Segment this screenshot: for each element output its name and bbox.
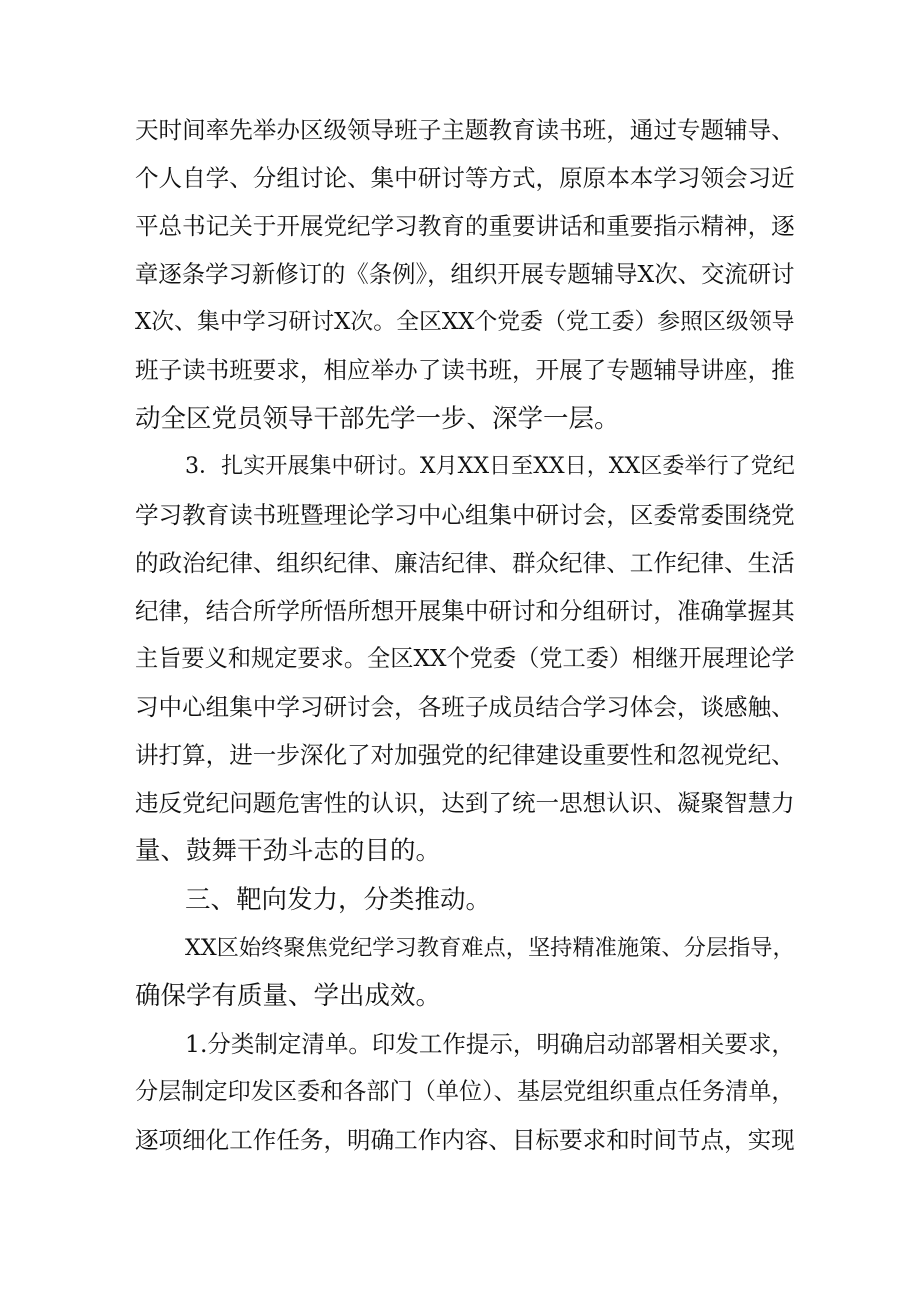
text-line: 章逐条学习新修订的《条例》，组织开展专题辅导X次、交流研讨	[135, 260, 795, 289]
text-line: 纪律，结合所学所悟所想开展集中研讨和分组研讨，准确掌握其	[135, 596, 795, 625]
text-line: 的政治纪律、组织纪律、廉洁纪律、群众纪律、工作纪律、生活	[135, 548, 795, 577]
text-line: 讲打算，进一步深化了对加强党的纪律建设重要性和忽视党纪、	[135, 741, 795, 770]
document-body	[135, 106, 795, 1164]
text-line: 三、靶向发力，分类推动。	[185, 884, 492, 915]
text-line: 习中心组集中学习研讨会，各班子成员结合学习体会，谈感触、	[135, 693, 795, 722]
text-line: 逐项细化工作任务，明确工作内容、目标要求和时间节点，实现	[135, 1125, 795, 1154]
text-line: 违反党纪问题危害性的认识，达到了统一思想认识、凝聚智慧力	[135, 789, 795, 818]
text-line: XX区始终聚焦党纪学习教育难点，坚持精准施策、分层指导，	[185, 934, 795, 961]
text-line: 动全区党员领导干部先学一步、深学一层。	[135, 403, 620, 434]
text-line: 个人自学、分组讨论、集中研讨等方式，原原本本学习领会习近	[135, 164, 795, 193]
text-line: 1.分类制定清单。印发工作提示，明确启动部署相关要求，	[185, 1029, 795, 1058]
text-line: 分层制定印发区委和各部门（单位）、基层党组织重点任务清单，	[135, 1078, 795, 1105]
text-line: 确保学有质量、学出成效。	[135, 980, 442, 1011]
text-line: X次、集中学习研讨X次。全区XX个党委（党工委）参照区级领导	[135, 309, 795, 336]
text-line: 天时间率先举办区级领导班子主题教育读书班，通过专题辅导、	[135, 116, 795, 144]
text-line: 学习教育读书班暨理论学习中心组集中研讨会，区委常委围绕党	[135, 500, 795, 529]
text-line: 班子读书班要求，相应举办了读书班，开展了专题辅导讲座，推	[135, 356, 795, 385]
text-line: 量、鼓舞干劲斗志的目的。	[135, 836, 442, 867]
text-line: 3．扎实开展集中研讨。X月XX日至XX日，XX区委举行了党纪	[185, 453, 795, 479]
text-line: 平总书记关于开展党纪学习教育的重要讲话和重要指示精神，逐	[135, 212, 795, 241]
text-line: 主旨要义和规定要求。全区XX个党委（党工委）相继开展理论学	[135, 645, 795, 673]
